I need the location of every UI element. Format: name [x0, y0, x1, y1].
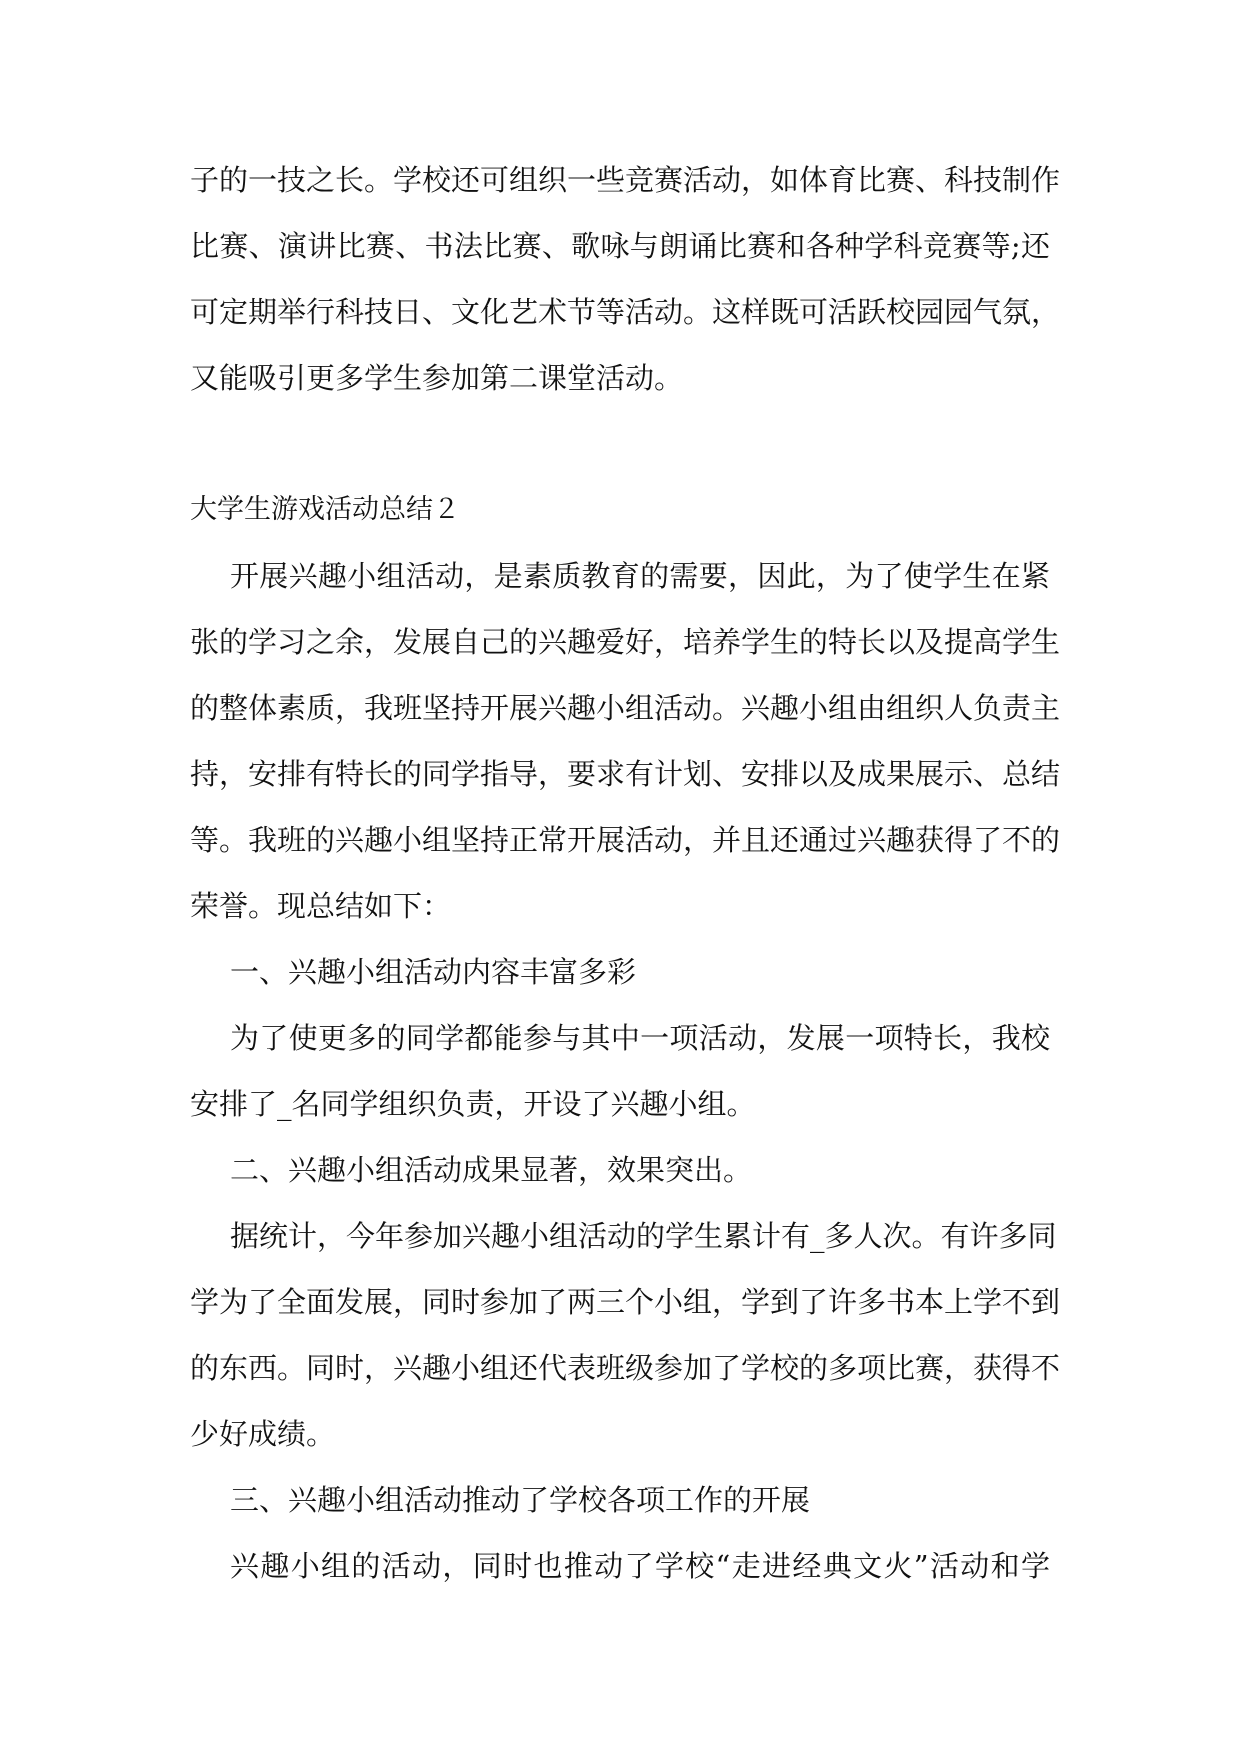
text-line: 张的学习之余，发展自己的兴趣爱好，培养学生的特长以及提高学生 — [190, 625, 1061, 659]
text-line: 一、兴趣小组活动内容丰富多彩 — [230, 955, 637, 989]
text-line: 少好成绩。 — [190, 1417, 336, 1451]
text-line: 据统计，今年参加兴趣小组活动的学生累计有_多人次。有许多同 — [230, 1219, 1057, 1253]
text-line: 为了使更多的同学都能参与其中一项活动，发展一项特长，我校 — [230, 1021, 1050, 1055]
text-line: 比赛、演讲比赛、书法比赛、歌咏与朗诵比赛和各种学科竞赛等;还 — [190, 229, 1050, 263]
text-line: 开展兴趣小组活动，是素质教育的需要，因此，为了使学生在紧 — [230, 559, 1050, 593]
text-line: 可定期举行科技日、文化艺术节等活动。这样既可活跃校园园气氛， — [190, 295, 1061, 329]
paragraph-4 — [190, 1533, 1050, 1599]
text-line: 二、兴趣小组活动成果显著，效果突出。 — [230, 1153, 753, 1187]
text-line: 荣誉。现总结如下： — [190, 889, 452, 923]
text-line: 持，安排有特长的同学指导，要求有计划、安排以及成果展示、总结 — [190, 757, 1061, 791]
paragraph-1 — [190, 543, 1061, 939]
text-line: 的东西。同时，兴趣小组还代表班级参加了学校的多项比赛，获得不 — [190, 1351, 1061, 1385]
paragraph-3 — [190, 1203, 1061, 1467]
text-line: 学为了全面发展，同时参加了两三个小组，学到了许多书本上学不到 — [190, 1285, 1061, 1319]
text-line: 的整体素质，我班坚持开展兴趣小组活动。兴趣小组由组织人负责主 — [190, 691, 1061, 725]
section-title: 大学生游戏活动总结２ — [190, 494, 460, 525]
text-line: 兴趣小组的活动，同时也推动了学校“走进经典文火”活动和学 — [230, 1549, 1050, 1583]
text-line: 子的一技之长。学校还可组织一些竞赛活动，如体育比赛、科技制作 — [190, 163, 1061, 197]
subheading-2 — [190, 1137, 1050, 1203]
text-line: 三、兴趣小组活动推动了学校各项工作的开展 — [230, 1483, 811, 1517]
subheading-3 — [190, 1467, 1050, 1533]
text-line: 又能吸引更多学生参加第二课堂活动。 — [190, 361, 684, 395]
text-line: 安排了_名同学组织负责，开设了兴趣小组。 — [190, 1087, 756, 1121]
subheading-1 — [190, 939, 1050, 1005]
text-line: 等。我班的兴趣小组坚持正常开展活动，并且还通过兴趣获得了不的 — [190, 823, 1061, 857]
paragraph-2 — [190, 1005, 1050, 1137]
intro-paragraph — [190, 147, 1061, 411]
